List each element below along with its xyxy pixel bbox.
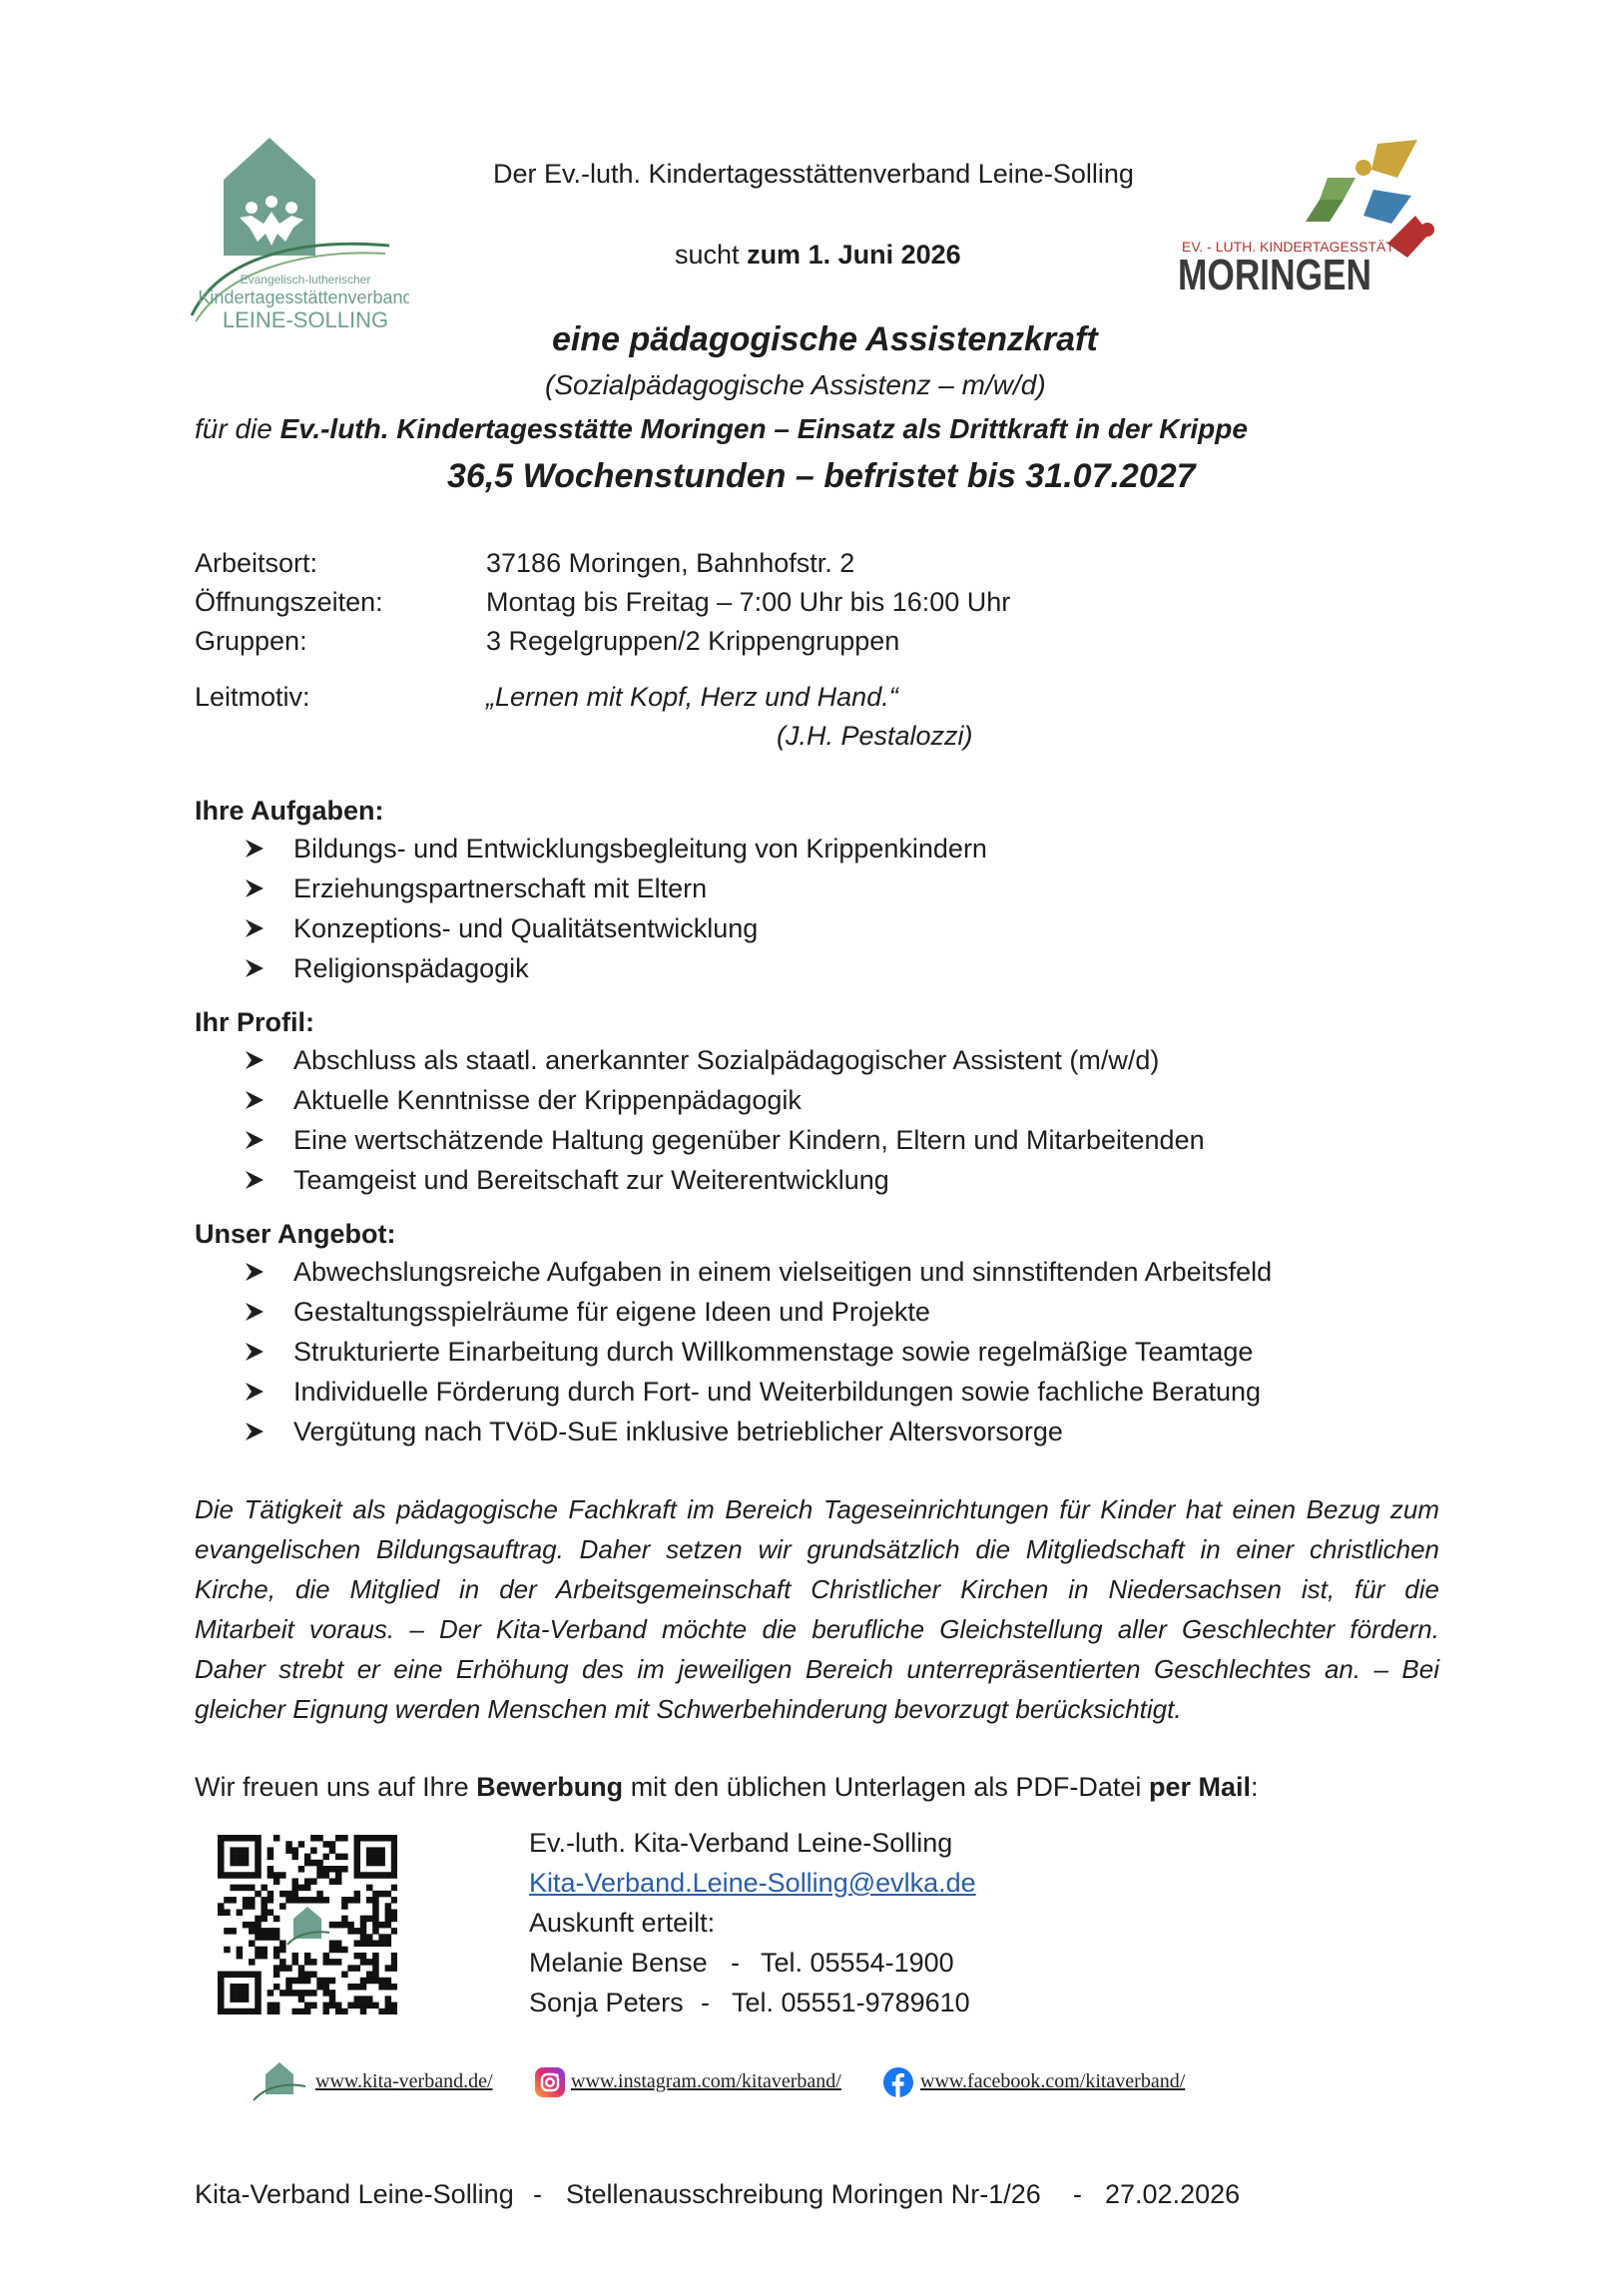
list-item	[244, 1080, 1205, 1120]
arrow-bullet-icon	[244, 1412, 273, 1451]
list-item	[244, 908, 987, 948]
list-item-text: Aktuelle Kenntnisse der Krippenpädagogik	[293, 1085, 802, 1115]
start-date: zum 1. Juni 2026	[747, 240, 961, 270]
facility-prefix: für die	[195, 413, 272, 444]
list-item-text: Erziehungspartnerschaft mit Eltern	[293, 873, 708, 903]
application-colon: :	[1250, 1772, 1259, 1802]
application-bold: Bewerbung	[476, 1772, 624, 1802]
kita-moringen-logo	[1178, 140, 1437, 299]
instagram-icon	[534, 2066, 566, 2098]
detail-value: Montag bis Freitag – 7:00 Uhr bis 16:00 Uhr	[486, 587, 1011, 617]
list-item	[244, 868, 987, 908]
profile-list	[244, 1040, 1205, 1200]
contact-email[interactable]	[529, 1865, 976, 1901]
tasks-heading: Ihre Aufgaben:	[195, 796, 384, 826]
facility-line	[195, 411, 1248, 447]
email-link[interactable]: Kita-Verband.Leine-Solling@evlka.de	[529, 1868, 976, 1898]
seeks-prefix: sucht	[675, 240, 740, 270]
svg-text:MORINGEN: MORINGEN	[1178, 251, 1371, 299]
footer-date: 27.02.2026	[1105, 2179, 1241, 2209]
list-item	[244, 1252, 1272, 1292]
list-item	[244, 1292, 1272, 1332]
contact-person-name: Melanie Bense	[529, 1948, 708, 1978]
arrow-bullet-icon	[244, 1372, 273, 1412]
list-item	[244, 1412, 1272, 1451]
tasks-list	[244, 829, 987, 988]
list-item	[244, 1372, 1272, 1412]
arrow-bullet-icon	[244, 1040, 273, 1080]
application-bold: per Mail	[1148, 1772, 1251, 1802]
motto-quote: „Lernen mit Kopf, Herz und Hand.“	[486, 682, 898, 712]
footer-org: Kita-Verband Leine-Solling	[195, 2179, 514, 2209]
kita-verband-logo	[190, 138, 409, 337]
contact-separator: -	[731, 1948, 740, 1978]
org-line: Der Ev.-luth. Kindertagesstättenverband Leine-Solling	[493, 159, 1134, 189]
statement-line: Mitarbeit voraus. – Der Kita-Verband möchte die berufliche Gleichstellung aller Geschlechter fördern.	[195, 1614, 1439, 1644]
list-item-text: Gestaltungsspielräume für eigene Ideen und Projekte	[293, 1297, 930, 1327]
list-item-text: Eine wertschätzende Haltung gegenüber Kindern, Eltern und Mitarbeitenden	[293, 1125, 1205, 1155]
arrow-bullet-icon	[244, 1332, 273, 1372]
statement-line: Kirche, die Mitglied in der Arbeitsgemeinschaft Christlicher Kirchen in Niedersachsen ist, für die	[195, 1574, 1439, 1604]
contact-org: Ev.-luth. Kita-Verband Leine-Solling	[529, 1828, 953, 1858]
detail-value: 37186 Moringen, Bahnhofstr. 2	[486, 548, 855, 578]
arrow-bullet-icon	[244, 868, 273, 908]
footer-reference: Stellenausschreibung Moringen Nr-1/26	[566, 2179, 1041, 2209]
statement-line: Daher strebt er eine Erhöhung des im jeweiligen Bereich unterrepräsentierten Geschlechtes an. – Bei	[195, 1654, 1439, 1684]
facebook-icon	[882, 2066, 914, 2098]
application-text: mit den üblichen Unterlagen als PDF-Datei	[630, 1772, 1142, 1802]
qr-code[interactable]	[218, 1835, 397, 2014]
list-item-text: Abschluss als staatl. anerkannter Sozialpädagogischer Assistent (m/w/d)	[293, 1045, 1160, 1075]
list-item-text: Individuelle Förderung durch Fort- und Weiterbildungen sowie fachliche Beratung	[293, 1377, 1262, 1407]
offer-heading: Unser Angebot:	[195, 1219, 396, 1249]
contact-person-name: Sonja Peters	[529, 1988, 684, 2017]
svg-text:Kindertagesstättenverband: Kindertagesstättenverband	[198, 287, 409, 307]
arrow-bullet-icon	[244, 908, 273, 948]
position-subtitle: (Sozialpädagogische Assistenz – m/w/d)	[545, 369, 1046, 400]
website-link[interactable]: www.kita-verband.de/	[315, 2070, 493, 2092]
facility-details: Ev.-luth. Kindertagesstätte Moringen – Einsatz als Drittkraft in der Krippe	[279, 413, 1248, 444]
list-item	[244, 1160, 1205, 1200]
arrow-bullet-icon	[244, 829, 273, 868]
contact-info-label: Auskunft erteilt:	[529, 1908, 716, 1938]
list-item	[244, 1332, 1272, 1372]
svg-text:LEINE-SOLLING: LEINE-SOLLING	[222, 307, 389, 332]
list-item-text: Teamgeist und Bereitschaft zur Weiterentwicklung	[293, 1165, 889, 1195]
footer-separator: -	[1073, 2179, 1082, 2209]
arrow-bullet-icon	[244, 1252, 273, 1292]
svg-text:Evangelisch-lutherischer: Evangelisch-lutherischer	[240, 273, 371, 287]
contact-phone: Tel. 05554-1900	[761, 1948, 954, 1978]
list-item-text: Abwechslungsreiche Aufgaben in einem vielseitigen und sinnstiftenden Arbeitsfeld	[293, 1257, 1273, 1287]
list-item-text: Vergütung nach TVöD-SuE inklusive betrieblicher Altersvorsorge	[293, 1417, 1063, 1446]
list-item	[244, 1040, 1205, 1080]
detail-label: Arbeitsort:	[195, 548, 318, 578]
arrow-bullet-icon	[244, 1160, 273, 1200]
list-item	[244, 948, 987, 988]
offer-list	[244, 1252, 1272, 1451]
list-item	[244, 1120, 1205, 1160]
footer-separator: -	[533, 2179, 542, 2209]
statement-paragraph	[195, 1489, 1439, 1729]
list-item-text: Konzeptions- und Qualitätsentwicklung	[293, 913, 759, 943]
facebook-link[interactable]: www.facebook.com/kitaverband/	[920, 2070, 1186, 2092]
instagram-link[interactable]: www.instagram.com/kitaverband/	[571, 2070, 841, 2092]
contact-phone: Tel. 05551-9789610	[732, 1988, 970, 2017]
arrow-bullet-icon	[244, 948, 273, 988]
list-item-text: Bildungs- und Entwicklungsbegleitung von Krippenkindern	[293, 834, 987, 863]
list-item	[244, 829, 987, 868]
contact-separator: -	[701, 1988, 710, 2017]
kita-house-icon	[252, 2060, 307, 2102]
list-item-text: Strukturierte Einarbeitung durch Willkommenstage sowie regelmäßige Teamtage	[293, 1337, 1254, 1367]
arrow-bullet-icon	[244, 1080, 273, 1120]
profile-heading: Ihr Profil:	[195, 1007, 314, 1037]
list-item-text: Religionspädagogik	[293, 953, 529, 983]
application-text: Wir freuen uns auf Ihre	[195, 1772, 469, 1802]
start-date-line	[675, 237, 961, 273]
motto-author: (J.H. Pestalozzi)	[777, 721, 973, 751]
arrow-bullet-icon	[244, 1120, 273, 1160]
statement-line: evangelischen Bildungsauftrag. Daher setzen wir grundsätzlich die Mitgliedschaft in einer christlichen	[195, 1534, 1439, 1564]
detail-label: Gruppen:	[195, 626, 307, 656]
statement-line: gleicher Eignung werden Menschen mit Schwerbehinderung bevorzugt berücksichtigt.	[195, 1694, 1182, 1724]
position-title: eine pädagogische Assistenzkraft	[552, 320, 1098, 358]
arrow-bullet-icon	[244, 1292, 273, 1332]
statement-line: Die Tätigkeit als pädagogische Fachkraft im Bereich Tageseinrichtungen für Kinder hat einen Bezug zum	[195, 1494, 1439, 1524]
detail-label: Leitmotiv:	[195, 682, 310, 712]
svg-text:EV. - LUTH. KINDERTAGESSTÄTTE: EV. - LUTH. KINDERTAGESSTÄTTE	[1182, 239, 1412, 255]
detail-label: Öffnungszeiten:	[195, 587, 383, 617]
application-line	[195, 1769, 1259, 1805]
hours-line: 36,5 Wochenstunden – befristet bis 31.07.2027	[447, 457, 1196, 495]
detail-value: 3 Regelgruppen/2 Krippengruppen	[486, 626, 900, 656]
